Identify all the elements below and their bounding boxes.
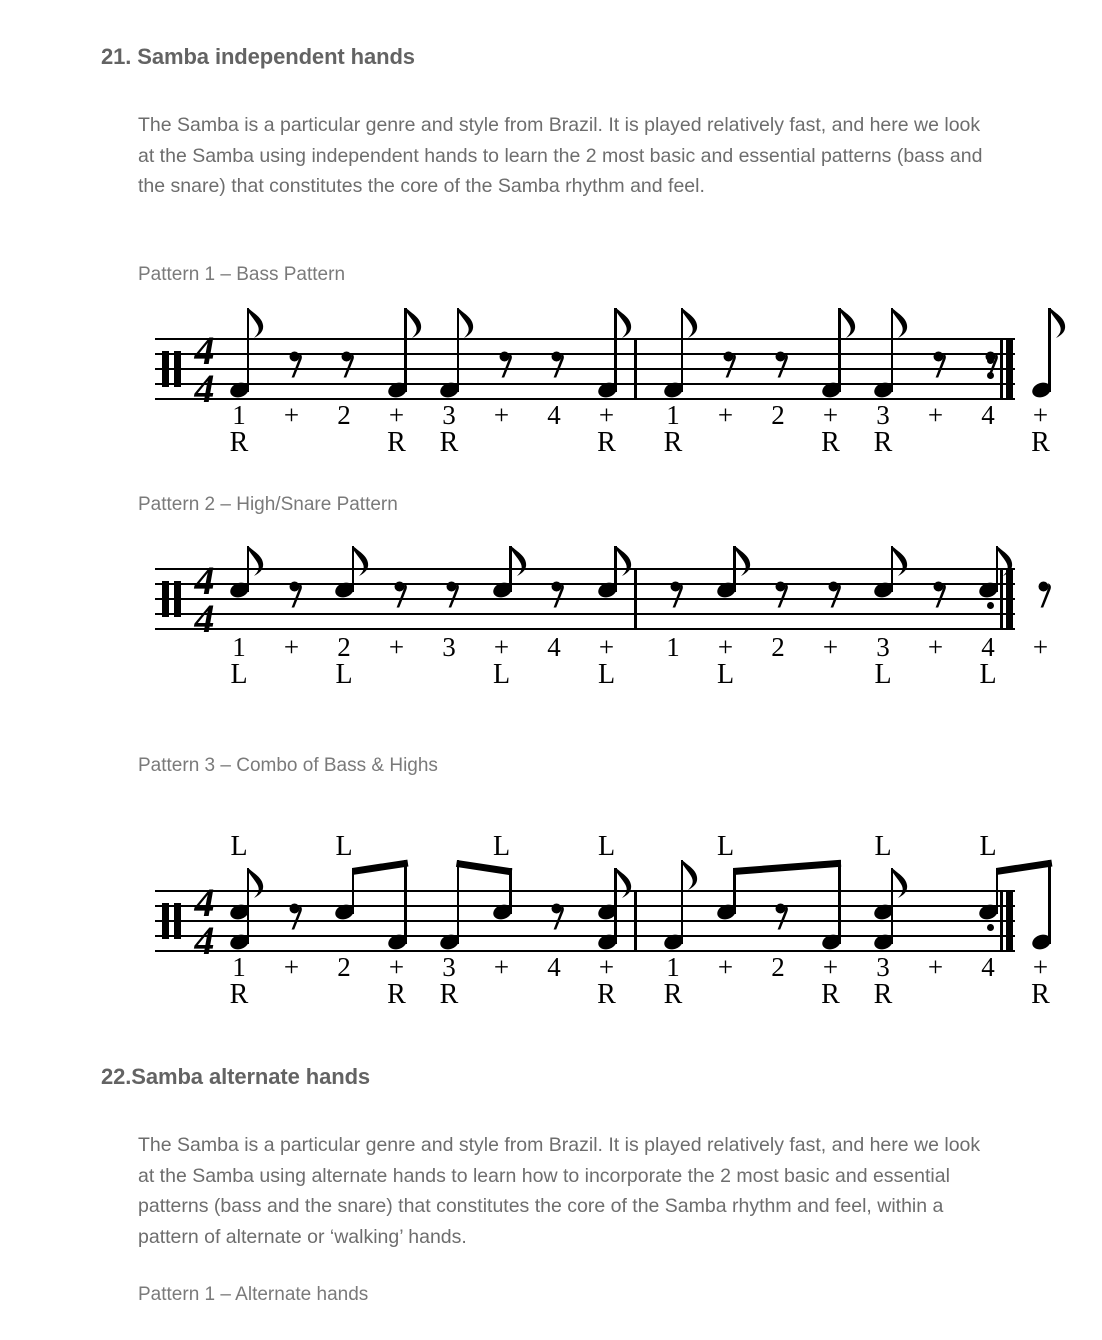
count-label[interactable]: 1 (666, 952, 680, 982)
sticking-label[interactable]: L (335, 659, 353, 690)
pattern-label-3: Pattern 3 – Combo of Bass & Highs (138, 755, 438, 776)
count-label[interactable]: 1 (666, 400, 680, 430)
sticking-label[interactable]: R (821, 427, 840, 458)
time-signature[interactable] (191, 558, 217, 641)
staff-line[interactable] (155, 368, 1015, 370)
count-label[interactable]: 3 (442, 400, 456, 430)
count-label[interactable]: + (717, 632, 734, 662)
eighth-rest[interactable] (446, 580, 464, 608)
note-flag[interactable] (353, 546, 369, 572)
sticking-label[interactable]: L (597, 659, 616, 690)
count-label[interactable]: + (822, 632, 839, 662)
time-signature-numerator: 4 (194, 558, 214, 603)
count-label[interactable]: + (493, 952, 510, 982)
note-flag[interactable] (682, 860, 698, 886)
repeat-dots[interactable] (987, 338, 995, 400)
time-signature-numerator: 4 (194, 880, 214, 925)
count-label[interactable]: + (388, 400, 405, 430)
sticking-row-below-pattern-3 (155, 979, 1050, 1010)
sticking-label-above[interactable]: L (597, 831, 616, 862)
count-label[interactable]: 2 (771, 400, 785, 430)
staff-line[interactable] (155, 920, 1015, 922)
note-flag[interactable] (892, 868, 908, 894)
staff-line[interactable] (155, 890, 1015, 892)
note-flag[interactable] (682, 308, 698, 334)
count-label[interactable]: + (822, 952, 839, 982)
count-label[interactable]: + (388, 952, 405, 982)
eighth-rest[interactable] (551, 902, 569, 930)
note-flag[interactable] (616, 308, 632, 334)
count-label[interactable]: + (927, 400, 944, 430)
eighth-rest[interactable] (499, 350, 517, 378)
staff-line[interactable] (155, 338, 1015, 340)
note-beam[interactable] (455, 860, 511, 875)
sticking-row-pattern-1 (155, 427, 1050, 458)
sticking-label[interactable]: R (873, 427, 893, 458)
count-label[interactable]: + (493, 400, 510, 430)
note-flag[interactable] (616, 546, 632, 572)
note-stem[interactable] (1048, 860, 1051, 944)
sticking-label[interactable]: R (229, 979, 249, 1010)
count-label[interactable]: + (717, 952, 734, 982)
barline[interactable] (634, 568, 637, 630)
sticking-label[interactable]: R (597, 427, 616, 458)
count-label[interactable]: 4 (547, 632, 561, 662)
barline[interactable] (634, 890, 637, 952)
count-label[interactable]: + (493, 632, 510, 662)
note-flag[interactable] (840, 308, 856, 334)
count-label[interactable]: 4 (981, 632, 995, 662)
eighth-rest[interactable] (394, 580, 412, 608)
note-flag[interactable] (458, 308, 474, 334)
sticking-label[interactable]: R (229, 427, 249, 458)
count-label[interactable]: 4 (547, 952, 561, 982)
repeat-dots[interactable] (987, 890, 995, 952)
count-label[interactable]: + (927, 952, 944, 982)
repeat-dots[interactable] (987, 568, 995, 630)
note-stem[interactable] (404, 860, 407, 944)
count-label[interactable]: 4 (981, 952, 995, 982)
section-heading-22: 22.Samba alternate hands (101, 1064, 371, 1089)
count-label[interactable]: + (717, 400, 734, 430)
pattern-label-1: Pattern 1 – Bass Pattern (138, 264, 346, 285)
eighth-rest[interactable] (828, 580, 846, 608)
count-label[interactable]: 3 (876, 952, 890, 982)
count-label[interactable]: + (822, 400, 839, 430)
percussion-clef-icon[interactable] (162, 581, 184, 617)
sticking-label[interactable]: R (663, 427, 683, 458)
time-signature-denominator: 4 (194, 918, 214, 963)
note-flag[interactable] (1050, 308, 1066, 334)
note-flag[interactable] (248, 308, 264, 334)
section-paragraph-22: The Samba is a particular genre and style from Brazil. It is played relatively fast, and here we look at the Samba using alternate hands to learn how to incorporate the 2 most basic and essential patterns (bass and the snare) that constitutes the core of the Samba rhythm and feel, within a pattern of alternate or ‘walking’ hands. (138, 1134, 981, 1248)
staff[interactable] (155, 558, 1015, 641)
eighth-rest[interactable] (723, 350, 741, 378)
count-label[interactable]: 1 (232, 952, 246, 982)
count-label[interactable]: 4 (981, 400, 995, 430)
eighth-rest[interactable] (670, 580, 688, 608)
sticking-label[interactable]: L (874, 659, 892, 690)
eighth-rest[interactable] (289, 350, 307, 378)
sticking-label[interactable]: R (387, 427, 406, 458)
sticking-label[interactable]: L (492, 659, 511, 690)
count-label[interactable]: 2 (337, 632, 351, 662)
sticking-label[interactable]: R (873, 979, 893, 1010)
count-label[interactable]: + (1032, 952, 1049, 982)
count-label[interactable]: 1 (232, 632, 246, 662)
count-label[interactable]: 2 (771, 952, 785, 982)
sticking-label-above[interactable]: L (979, 831, 997, 862)
count-label[interactable]: + (598, 400, 615, 430)
staff-system-pattern-3 (155, 880, 1015, 963)
eighth-rest[interactable] (551, 580, 569, 608)
sticking-label-above[interactable]: L (716, 831, 735, 862)
staff[interactable] (155, 880, 1015, 963)
note-beam[interactable] (733, 860, 841, 875)
note-flag[interactable] (248, 868, 264, 894)
sticking-row-above-pattern-3 (155, 832, 1015, 862)
eighth-rest[interactable] (933, 350, 951, 378)
count-row-pattern-2 (155, 632, 1049, 662)
count-label[interactable]: 2 (337, 400, 351, 430)
time-signature-numerator: 4 (194, 328, 214, 373)
time-signature[interactable] (191, 328, 217, 411)
count-label[interactable]: 4 (547, 400, 561, 430)
staff[interactable] (155, 328, 1015, 411)
barline[interactable] (634, 338, 637, 400)
staff-system-pattern-2 (155, 558, 1015, 641)
sticking-label[interactable]: R (439, 979, 459, 1010)
count-label[interactable]: + (598, 952, 615, 982)
count-row-pattern-3 (155, 952, 1049, 982)
eighth-rest[interactable] (1038, 580, 1056, 608)
eighth-rest[interactable] (775, 580, 793, 608)
sticking-label[interactable]: L (716, 659, 735, 690)
sticking-label-above[interactable]: L (230, 831, 248, 862)
note-flag[interactable] (616, 868, 632, 894)
note-flag[interactable] (892, 308, 908, 334)
time-signature-denominator: 4 (194, 596, 214, 641)
note-flag[interactable] (511, 546, 527, 572)
count-label[interactable]: + (598, 632, 615, 662)
count-label[interactable]: + (283, 632, 300, 662)
note-flag[interactable] (406, 308, 422, 334)
note-stem[interactable] (457, 860, 460, 944)
sticking-label-above[interactable]: L (335, 831, 353, 862)
eighth-rest[interactable] (775, 350, 793, 378)
note-flag[interactable] (735, 546, 751, 572)
sticking-label[interactable]: R (387, 979, 406, 1010)
staff-system-pattern-1 (155, 328, 1015, 411)
sticking-row-pattern-2 (155, 660, 1015, 690)
sticking-label-above[interactable]: L (492, 831, 511, 862)
count-label[interactable]: 3 (442, 632, 456, 662)
pattern-label-2: Pattern 2 – High/Snare Pattern (138, 494, 398, 515)
count-label[interactable]: 3 (876, 400, 890, 430)
note-flag[interactable] (892, 546, 908, 572)
count-label[interactable]: + (283, 952, 300, 982)
section-paragraph-21: The Samba is a particular genre and style from Brazil. It is played relatively fast, and here we look at the Samba using independent hands to learn the 2 most basic and essential patterns (bass and the snare) that constitutes the core of the Samba rhythm and feel. (138, 114, 983, 197)
sticking-label[interactable]: L (979, 659, 997, 690)
sticking-label[interactable]: R (1031, 979, 1050, 1010)
count-label[interactable]: 2 (337, 952, 351, 982)
staff-line[interactable] (155, 598, 1015, 600)
count-label[interactable]: + (388, 632, 405, 662)
staff-line[interactable] (155, 613, 1015, 615)
eighth-rest[interactable] (775, 902, 793, 930)
section-heading-21: 21. Samba independent hands (101, 44, 415, 69)
sticking-label[interactable]: R (439, 427, 459, 458)
percussion-clef-icon[interactable] (162, 903, 184, 939)
count-row-pattern-1 (155, 400, 1049, 430)
eighth-rest[interactable] (341, 350, 359, 378)
staff-line[interactable] (155, 628, 1015, 630)
count-label[interactable]: + (1032, 400, 1049, 430)
count-label[interactable]: 3 (442, 952, 456, 982)
count-label[interactable]: 1 (666, 632, 680, 662)
staff-line[interactable] (155, 353, 1015, 355)
count-label[interactable]: + (283, 400, 300, 430)
count-label[interactable]: + (1032, 632, 1049, 662)
sticking-label-above[interactable]: L (874, 831, 892, 862)
eighth-rest[interactable] (289, 902, 307, 930)
sticking-label[interactable]: R (597, 979, 616, 1010)
sticking-label[interactable]: R (821, 979, 840, 1010)
count-label[interactable]: 3 (876, 632, 890, 662)
eighth-rest[interactable] (289, 580, 307, 608)
count-label[interactable]: 1 (232, 400, 246, 430)
time-signature[interactable] (191, 880, 217, 963)
sticking-label[interactable]: L (230, 659, 248, 690)
pattern-label-trailing: Pattern 1 – Alternate hands (138, 1284, 369, 1305)
sticking-label[interactable]: R (1031, 427, 1050, 458)
percussion-clef-icon[interactable] (162, 351, 184, 387)
note-flag[interactable] (248, 546, 264, 572)
staff-line[interactable] (155, 568, 1015, 570)
note-stem[interactable] (838, 860, 841, 944)
count-label[interactable]: + (927, 632, 944, 662)
eighth-rest[interactable] (933, 580, 951, 608)
sticking-label[interactable]: R (663, 979, 683, 1010)
time-signature-denominator: 4 (194, 366, 214, 411)
eighth-rest[interactable] (551, 350, 569, 378)
count-label[interactable]: 2 (771, 632, 785, 662)
